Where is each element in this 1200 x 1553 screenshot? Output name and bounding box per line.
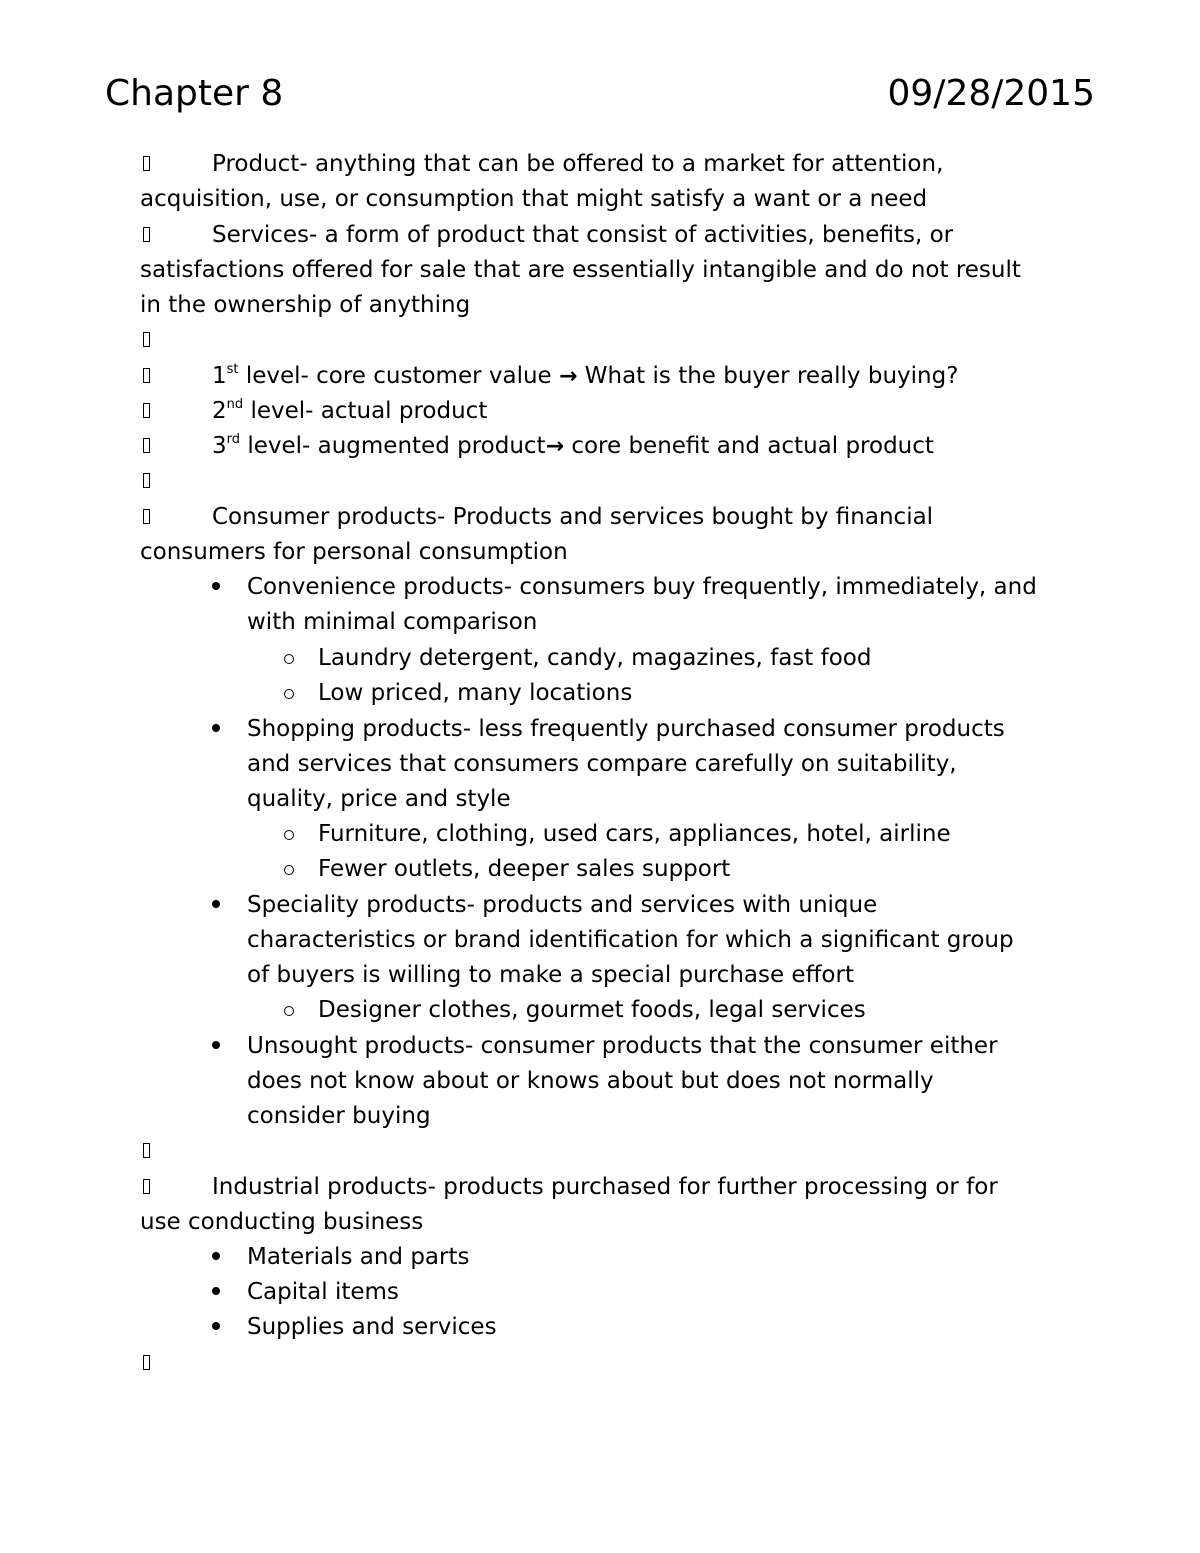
speciality-products-line-1: Speciality products- products and services with unique [247, 892, 878, 918]
consumer-products-line-2: consumers for personal consumption [140, 539, 568, 565]
bullet-icon [212, 724, 220, 732]
missing-glyph-box-icon [143, 438, 150, 453]
level-2-text: level- actual product [243, 398, 488, 424]
level-3-ordinal: rd [226, 432, 241, 447]
bullet-icon [212, 1322, 220, 1330]
missing-glyph-box-icon [143, 403, 150, 418]
level-3-text: level- augmented product [240, 433, 546, 459]
note-date: 09/28/2015 [887, 73, 1095, 114]
services-definition-line-3: in the ownership of anything [140, 292, 471, 318]
industrial-item-3: Supplies and services [247, 1314, 497, 1340]
level-1-line [212, 359, 958, 394]
level-3-detail: core benefit and actual product [564, 433, 934, 459]
convenience-products-line-2: with minimal comparison [247, 609, 538, 635]
missing-glyph-box-icon [143, 227, 150, 242]
level-1-text: level- core customer value [238, 363, 560, 389]
industrial-products-line-1: Industrial products- products purchased for further processing or for [212, 1174, 998, 1200]
convenience-products-line-1: Convenience products- consumers buy frequently, immediately, and [247, 574, 1037, 600]
level-1-question: What is the buyer really buying? [577, 363, 959, 389]
shopping-example-1: Furniture, clothing, used cars, appliances, hotel, airline [318, 821, 951, 847]
missing-glyph-box-icon [143, 368, 150, 383]
unsought-products-line-2: does not know about or knows about but does not normally [247, 1068, 934, 1094]
missing-glyph-box-icon [143, 509, 150, 524]
convenience-example-2: Low priced, many locations [318, 680, 633, 706]
speciality-products-line-3: of buyers is willing to make a special purchase effort [247, 962, 854, 988]
convenience-example-1: Laundry detergent, candy, magazines, fast food [318, 645, 872, 671]
level-3-line [212, 429, 934, 464]
speciality-example-1: Designer clothes, gourmet foods, legal services [318, 997, 866, 1023]
missing-glyph-box-icon [143, 1179, 150, 1194]
product-definition-line-1: Product- anything that can be offered to a market for attention, [212, 151, 944, 177]
circle-bullet-icon [284, 1006, 294, 1016]
industrial-item-1: Materials and parts [247, 1244, 470, 1270]
unsought-products-line-1: Unsought products- consumer products that the consumer either [247, 1033, 998, 1059]
circle-bullet-icon [284, 830, 294, 840]
level-3-number: 3 [212, 433, 227, 459]
shopping-products-line-3: quality, price and style [247, 786, 511, 812]
missing-glyph-box-icon [143, 332, 150, 347]
unsought-products-line-3: consider buying [247, 1103, 431, 1129]
level-2-line [212, 394, 487, 429]
right-arrow-icon: → [545, 434, 565, 459]
bullet-icon [212, 1041, 220, 1049]
missing-glyph-box-icon [143, 156, 150, 171]
bullet-icon [212, 1287, 220, 1295]
bullet-icon [212, 582, 220, 590]
industrial-products-line-2: use conducting business [140, 1209, 424, 1235]
product-definition-line-2: acquisition, use, or consumption that might satisfy a want or a need [140, 186, 928, 212]
services-definition-line-1: Services- a form of product that consist of activities, benefits, or [212, 222, 954, 248]
shopping-example-2: Fewer outlets, deeper sales support [318, 856, 731, 882]
level-2-number: 2 [212, 398, 227, 424]
shopping-products-line-1: Shopping products- less frequently purchased consumer products [247, 716, 1005, 742]
right-arrow-icon: → [559, 364, 578, 389]
bullet-icon [212, 1252, 220, 1260]
circle-bullet-icon [284, 689, 294, 699]
shopping-products-line-2: and services that consumers compare carefully on suitability, [247, 751, 957, 777]
consumer-products-line-1: Consumer products- Products and services bought by financial [212, 504, 934, 530]
speciality-products-line-2: characteristics or brand identification for which a significant group [247, 927, 1014, 953]
level-1-number: 1 [212, 363, 227, 389]
circle-bullet-icon [284, 865, 294, 875]
missing-glyph-box-icon [143, 1355, 150, 1370]
industrial-item-2: Capital items [247, 1279, 399, 1305]
services-definition-line-2: satisfactions offered for sale that are essentially intangible and do not result [140, 257, 1021, 283]
missing-glyph-box-icon [143, 473, 150, 488]
chapter-title: Chapter 8 [105, 73, 284, 114]
missing-glyph-box-icon [143, 1143, 150, 1158]
circle-bullet-icon [284, 654, 294, 664]
level-2-ordinal: nd [226, 397, 244, 412]
bullet-icon [212, 900, 220, 908]
page-header [105, 68, 1095, 120]
level-1-ordinal: st [226, 362, 239, 377]
